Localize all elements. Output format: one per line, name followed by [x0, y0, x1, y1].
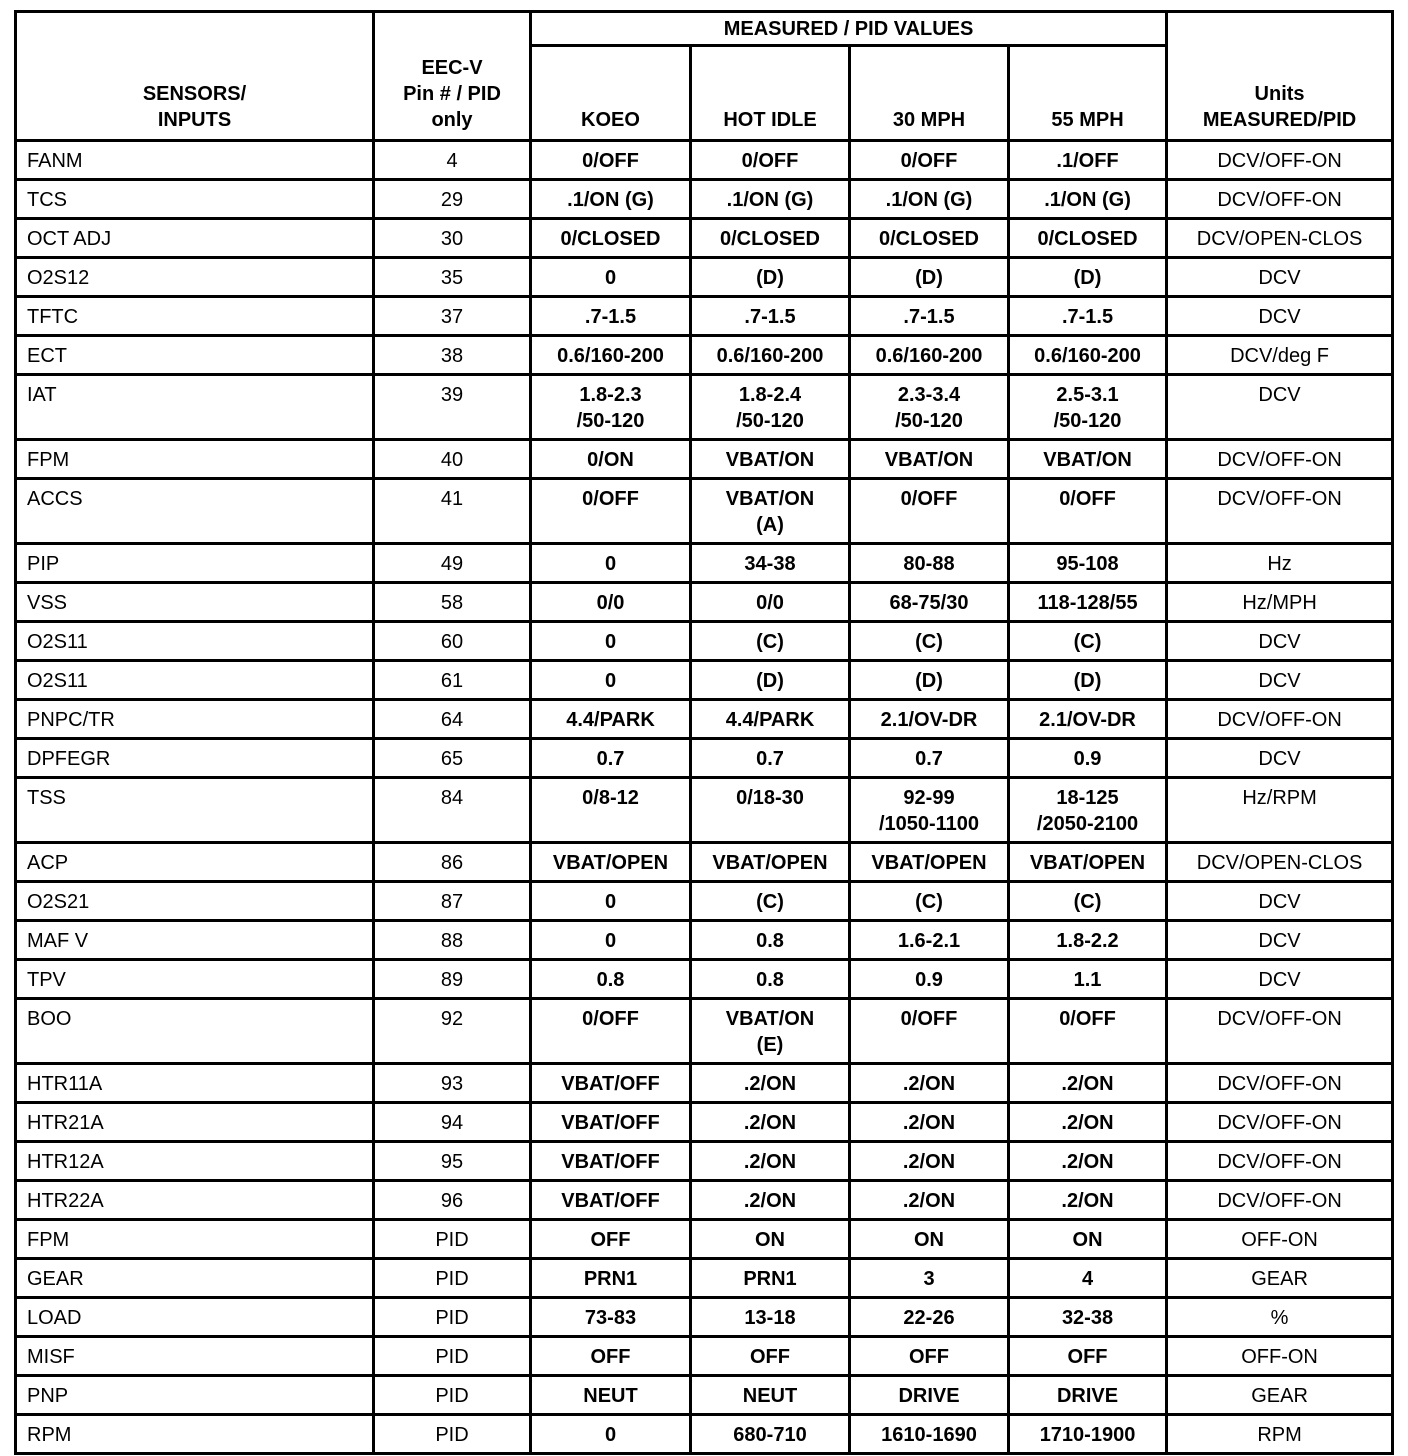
koeo-value: 0/OFF	[531, 999, 691, 1064]
55-mph-value: .7-1.5	[1009, 297, 1167, 336]
koeo-value: 0	[531, 661, 691, 700]
sensor-name: BOO	[16, 999, 374, 1064]
table-row	[16, 1220, 1393, 1259]
55-mph-value: (D)	[1009, 661, 1167, 700]
sensor-name: LOAD	[16, 1298, 374, 1337]
units-value: OFF-ON	[1167, 1220, 1393, 1259]
30-mph-value: 1610-1690	[850, 1415, 1009, 1454]
55-mph-value: .2/ON	[1009, 1181, 1167, 1220]
pin-number: 29	[374, 180, 531, 219]
55-mph-value: 1710-1900	[1009, 1415, 1167, 1454]
table-row	[16, 479, 1393, 544]
units-value: Hz/MPH	[1167, 583, 1393, 622]
koeo-value: VBAT/OFF	[531, 1181, 691, 1220]
table-row	[16, 1103, 1393, 1142]
pin-number: 30	[374, 219, 531, 258]
sensor-name: PNP	[16, 1376, 374, 1415]
koeo-value: VBAT/OFF	[531, 1064, 691, 1103]
pin-number: 35	[374, 258, 531, 297]
30-mph-value: OFF	[850, 1337, 1009, 1376]
hot-idle-value: 0/0	[691, 583, 850, 622]
55-mph-value: 2.1/OV-DR	[1009, 700, 1167, 739]
pin-number: PID	[374, 1376, 531, 1415]
koeo-value: 0/0	[531, 583, 691, 622]
units-value: DCV/deg F	[1167, 336, 1393, 375]
koeo-value: 73-83	[531, 1298, 691, 1337]
table-body	[16, 141, 1393, 1454]
koeo-value: 0.6/160-200	[531, 336, 691, 375]
30-mph-value: 0.7	[850, 739, 1009, 778]
units-value: DCV/OFF-ON	[1167, 180, 1393, 219]
hot-idle-value: (C)	[691, 622, 850, 661]
30-mph-value: VBAT/OPEN	[850, 843, 1009, 882]
sensor-name: GEAR	[16, 1259, 374, 1298]
pin-number: 84	[374, 778, 531, 843]
header-measured-pid-values: MEASURED / PID VALUES	[531, 12, 1167, 46]
sensor-name: FPM	[16, 1220, 374, 1259]
units-value: DCV/OFF-ON	[1167, 700, 1393, 739]
table-row	[16, 622, 1393, 661]
30-mph-value: 22-26	[850, 1298, 1009, 1337]
sensor-name: TFTC	[16, 297, 374, 336]
pin-number: 96	[374, 1181, 531, 1220]
30-mph-value: (D)	[850, 661, 1009, 700]
header-koeo: KOEO	[531, 46, 691, 141]
hot-idle-value: 0.8	[691, 960, 850, 999]
koeo-value: VBAT/OPEN	[531, 843, 691, 882]
hot-idle-value: .2/ON	[691, 1142, 850, 1181]
units-value: DCV/OFF-ON	[1167, 999, 1393, 1064]
hot-idle-value: 0.6/160-200	[691, 336, 850, 375]
sensor-name: O2S11	[16, 622, 374, 661]
header-hot-idle: HOT IDLE	[691, 46, 850, 141]
55-mph-value: .1/OFF	[1009, 141, 1167, 180]
30-mph-value: .2/ON	[850, 1181, 1009, 1220]
55-mph-value: 0/OFF	[1009, 999, 1167, 1064]
30-mph-value: 2.3-3.4 /50-120	[850, 375, 1009, 440]
pin-number: PID	[374, 1415, 531, 1454]
pin-number: PID	[374, 1298, 531, 1337]
hot-idle-value: 0/18-30	[691, 778, 850, 843]
sensor-name: MAF V	[16, 921, 374, 960]
55-mph-value: 1.1	[1009, 960, 1167, 999]
sensor-name: HTR21A	[16, 1103, 374, 1142]
55-mph-value: 0.9	[1009, 739, 1167, 778]
koeo-value: 0/ON	[531, 440, 691, 479]
koeo-value: 0/OFF	[531, 479, 691, 544]
hot-idle-value: 4.4/PARK	[691, 700, 850, 739]
table-row	[16, 960, 1393, 999]
55-mph-value: 0/OFF	[1009, 479, 1167, 544]
pin-number: 39	[374, 375, 531, 440]
sensor-name: O2S11	[16, 661, 374, 700]
30-mph-value: 92-99 /1050-1100	[850, 778, 1009, 843]
koeo-value: 0	[531, 1415, 691, 1454]
30-mph-value: 0.9	[850, 960, 1009, 999]
table-row	[16, 440, 1393, 479]
units-value: DCV/OFF-ON	[1167, 440, 1393, 479]
30-mph-value: 3	[850, 1259, 1009, 1298]
table-row	[16, 999, 1393, 1064]
koeo-value: 0	[531, 544, 691, 583]
pin-number: 65	[374, 739, 531, 778]
55-mph-value: 18-125 /2050-2100	[1009, 778, 1167, 843]
pin-number: 92	[374, 999, 531, 1064]
table-row	[16, 700, 1393, 739]
hot-idle-value: 13-18	[691, 1298, 850, 1337]
hot-idle-value: .2/ON	[691, 1103, 850, 1142]
koeo-value: .7-1.5	[531, 297, 691, 336]
30-mph-value: 0/OFF	[850, 999, 1009, 1064]
30-mph-value: .2/ON	[850, 1142, 1009, 1181]
koeo-value: NEUT	[531, 1376, 691, 1415]
units-value: Hz/RPM	[1167, 778, 1393, 843]
header-sensors: SENSORS/ INPUTS	[16, 12, 374, 141]
table-row	[16, 661, 1393, 700]
sensor-name: TCS	[16, 180, 374, 219]
30-mph-value: 80-88	[850, 544, 1009, 583]
30-mph-value: 0.6/160-200	[850, 336, 1009, 375]
sensor-name: HTR22A	[16, 1181, 374, 1220]
55-mph-value: VBAT/OPEN	[1009, 843, 1167, 882]
hot-idle-value: (D)	[691, 258, 850, 297]
pin-number: 58	[374, 583, 531, 622]
units-value: DCV/OFF-ON	[1167, 1181, 1393, 1220]
pin-number: PID	[374, 1259, 531, 1298]
55-mph-value: 2.5-3.1 /50-120	[1009, 375, 1167, 440]
units-value: DCV	[1167, 882, 1393, 921]
pin-number: 89	[374, 960, 531, 999]
koeo-value: OFF	[531, 1337, 691, 1376]
30-mph-value: (C)	[850, 622, 1009, 661]
55-mph-value: 4	[1009, 1259, 1167, 1298]
30-mph-value: DRIVE	[850, 1376, 1009, 1415]
30-mph-value: 1.6-2.1	[850, 921, 1009, 960]
units-value: DCV	[1167, 622, 1393, 661]
hot-idle-value: VBAT/ON	[691, 440, 850, 479]
sensor-name: HTR12A	[16, 1142, 374, 1181]
hot-idle-value: VBAT/ON (A)	[691, 479, 850, 544]
55-mph-value: (D)	[1009, 258, 1167, 297]
koeo-value: 0/OFF	[531, 141, 691, 180]
sensor-name: TPV	[16, 960, 374, 999]
table-row	[16, 1142, 1393, 1181]
hot-idle-value: NEUT	[691, 1376, 850, 1415]
units-value: DCV	[1167, 921, 1393, 960]
units-value: DCV	[1167, 661, 1393, 700]
table-row	[16, 778, 1393, 843]
table-row	[16, 882, 1393, 921]
hot-idle-value: 680-710	[691, 1415, 850, 1454]
pin-number: 61	[374, 661, 531, 700]
sensor-name: ACCS	[16, 479, 374, 544]
hot-idle-value: (D)	[691, 661, 850, 700]
header-55-mph: 55 MPH	[1009, 46, 1167, 141]
units-value: DCV/OFF-ON	[1167, 1103, 1393, 1142]
sensor-name: FPM	[16, 440, 374, 479]
55-mph-value: ON	[1009, 1220, 1167, 1259]
pin-number: 37	[374, 297, 531, 336]
hot-idle-value: 0.7	[691, 739, 850, 778]
koeo-value: 0.8	[531, 960, 691, 999]
hot-idle-value: PRN1	[691, 1259, 850, 1298]
pin-number: PID	[374, 1220, 531, 1259]
55-mph-value: (C)	[1009, 622, 1167, 661]
sensor-name: TSS	[16, 778, 374, 843]
hot-idle-value: .7-1.5	[691, 297, 850, 336]
units-value: DCV/OFF-ON	[1167, 1064, 1393, 1103]
table-row	[16, 297, 1393, 336]
55-mph-value: 0.6/160-200	[1009, 336, 1167, 375]
units-value: GEAR	[1167, 1259, 1393, 1298]
sensor-name: ACP	[16, 843, 374, 882]
sensor-name: OCT ADJ	[16, 219, 374, 258]
units-value: Hz	[1167, 544, 1393, 583]
55-mph-value: .2/ON	[1009, 1103, 1167, 1142]
sensor-name: IAT	[16, 375, 374, 440]
30-mph-value: 68-75/30	[850, 583, 1009, 622]
koeo-value: VBAT/OFF	[531, 1103, 691, 1142]
hot-idle-value: .2/ON	[691, 1181, 850, 1220]
pin-number: 64	[374, 700, 531, 739]
koeo-value: VBAT/OFF	[531, 1142, 691, 1181]
koeo-value: OFF	[531, 1220, 691, 1259]
header-units: Units MEASURED/PID	[1167, 12, 1393, 141]
55-mph-value: DRIVE	[1009, 1376, 1167, 1415]
koeo-value: 0	[531, 882, 691, 921]
koeo-value: 0	[531, 622, 691, 661]
koeo-value: PRN1	[531, 1259, 691, 1298]
55-mph-value: (C)	[1009, 882, 1167, 921]
pin-number: 86	[374, 843, 531, 882]
pin-number: 60	[374, 622, 531, 661]
55-mph-value: 32-38	[1009, 1298, 1167, 1337]
30-mph-value: 0/OFF	[850, 141, 1009, 180]
units-value: GEAR	[1167, 1376, 1393, 1415]
hot-idle-value: 0/OFF	[691, 141, 850, 180]
koeo-value: 4.4/PARK	[531, 700, 691, 739]
units-value: DCV/OFF-ON	[1167, 1142, 1393, 1181]
units-value: DCV	[1167, 258, 1393, 297]
30-mph-value: .2/ON	[850, 1064, 1009, 1103]
hot-idle-value: VBAT/OPEN	[691, 843, 850, 882]
table-row	[16, 921, 1393, 960]
30-mph-value: .1/ON (G)	[850, 180, 1009, 219]
table-row	[16, 843, 1393, 882]
table-row	[16, 1064, 1393, 1103]
hot-idle-value: 34-38	[691, 544, 850, 583]
koeo-value: 0/8-12	[531, 778, 691, 843]
table-row	[16, 583, 1393, 622]
pin-number: 93	[374, 1064, 531, 1103]
units-value: DCV/OFF-ON	[1167, 479, 1393, 544]
30-mph-value: ON	[850, 1220, 1009, 1259]
units-value: DCV/OPEN-CLOS	[1167, 219, 1393, 258]
hot-idle-value: (C)	[691, 882, 850, 921]
30-mph-value: VBAT/ON	[850, 440, 1009, 479]
table-row	[16, 1337, 1393, 1376]
koeo-value: 1.8-2.3 /50-120	[531, 375, 691, 440]
pin-number: 94	[374, 1103, 531, 1142]
pin-number: 49	[374, 544, 531, 583]
koeo-value: 0/CLOSED	[531, 219, 691, 258]
pid-values-table	[14, 10, 1394, 1455]
sensor-name: ECT	[16, 336, 374, 375]
hot-idle-value: OFF	[691, 1337, 850, 1376]
table-row	[16, 1181, 1393, 1220]
30-mph-value: 0/CLOSED	[850, 219, 1009, 258]
units-value: OFF-ON	[1167, 1337, 1393, 1376]
sensor-name: PIP	[16, 544, 374, 583]
55-mph-value: .2/ON	[1009, 1142, 1167, 1181]
table-row	[16, 544, 1393, 583]
pin-number: 87	[374, 882, 531, 921]
sensor-name: VSS	[16, 583, 374, 622]
hot-idle-value: 1.8-2.4 /50-120	[691, 375, 850, 440]
units-value: RPM	[1167, 1415, 1393, 1454]
pin-number: 41	[374, 479, 531, 544]
koeo-value: 0	[531, 258, 691, 297]
55-mph-value: 95-108	[1009, 544, 1167, 583]
koeo-value: 0	[531, 921, 691, 960]
30-mph-value: .2/ON	[850, 1103, 1009, 1142]
pin-number: 40	[374, 440, 531, 479]
units-value: DCV/OPEN-CLOS	[1167, 843, 1393, 882]
pin-number: PID	[374, 1337, 531, 1376]
55-mph-value: VBAT/ON	[1009, 440, 1167, 479]
header-pin: EEC-V Pin # / PID only	[374, 12, 531, 141]
table-row	[16, 180, 1393, 219]
table-row	[16, 141, 1393, 180]
table-row	[16, 1298, 1393, 1337]
table-row	[16, 375, 1393, 440]
units-value: DCV	[1167, 960, 1393, 999]
hot-idle-value: .2/ON	[691, 1064, 850, 1103]
table-row	[16, 219, 1393, 258]
table-row	[16, 258, 1393, 297]
pin-number: 38	[374, 336, 531, 375]
table-row	[16, 336, 1393, 375]
header-30-mph: 30 MPH	[850, 46, 1009, 141]
pin-number: 4	[374, 141, 531, 180]
55-mph-value: 0/CLOSED	[1009, 219, 1167, 258]
table-row	[16, 1376, 1393, 1415]
table-row	[16, 1259, 1393, 1298]
sensor-name: MISF	[16, 1337, 374, 1376]
sensor-name: O2S21	[16, 882, 374, 921]
table-row	[16, 739, 1393, 778]
table-row	[16, 1415, 1393, 1454]
55-mph-value: 118-128/55	[1009, 583, 1167, 622]
units-value: DCV	[1167, 739, 1393, 778]
30-mph-value: .7-1.5	[850, 297, 1009, 336]
units-value: DCV/OFF-ON	[1167, 141, 1393, 180]
55-mph-value: 1.8-2.2	[1009, 921, 1167, 960]
units-value: DCV	[1167, 375, 1393, 440]
55-mph-value: .1/ON (G)	[1009, 180, 1167, 219]
sensor-name: HTR11A	[16, 1064, 374, 1103]
sensor-name: DPFEGR	[16, 739, 374, 778]
30-mph-value: (C)	[850, 882, 1009, 921]
sensor-name: O2S12	[16, 258, 374, 297]
pin-number: 95	[374, 1142, 531, 1181]
pin-number: 88	[374, 921, 531, 960]
55-mph-value: .2/ON	[1009, 1064, 1167, 1103]
hot-idle-value: .1/ON (G)	[691, 180, 850, 219]
30-mph-value: (D)	[850, 258, 1009, 297]
hot-idle-value: 0.8	[691, 921, 850, 960]
units-value: %	[1167, 1298, 1393, 1337]
koeo-value: .1/ON (G)	[531, 180, 691, 219]
30-mph-value: 2.1/OV-DR	[850, 700, 1009, 739]
sensor-name: RPM	[16, 1415, 374, 1454]
hot-idle-value: ON	[691, 1220, 850, 1259]
units-value: DCV	[1167, 297, 1393, 336]
sensor-name: PNPC/TR	[16, 700, 374, 739]
hot-idle-value: 0/CLOSED	[691, 219, 850, 258]
koeo-value: 0.7	[531, 739, 691, 778]
55-mph-value: OFF	[1009, 1337, 1167, 1376]
30-mph-value: 0/OFF	[850, 479, 1009, 544]
sensor-name: FANM	[16, 141, 374, 180]
hot-idle-value: VBAT/ON (E)	[691, 999, 850, 1064]
